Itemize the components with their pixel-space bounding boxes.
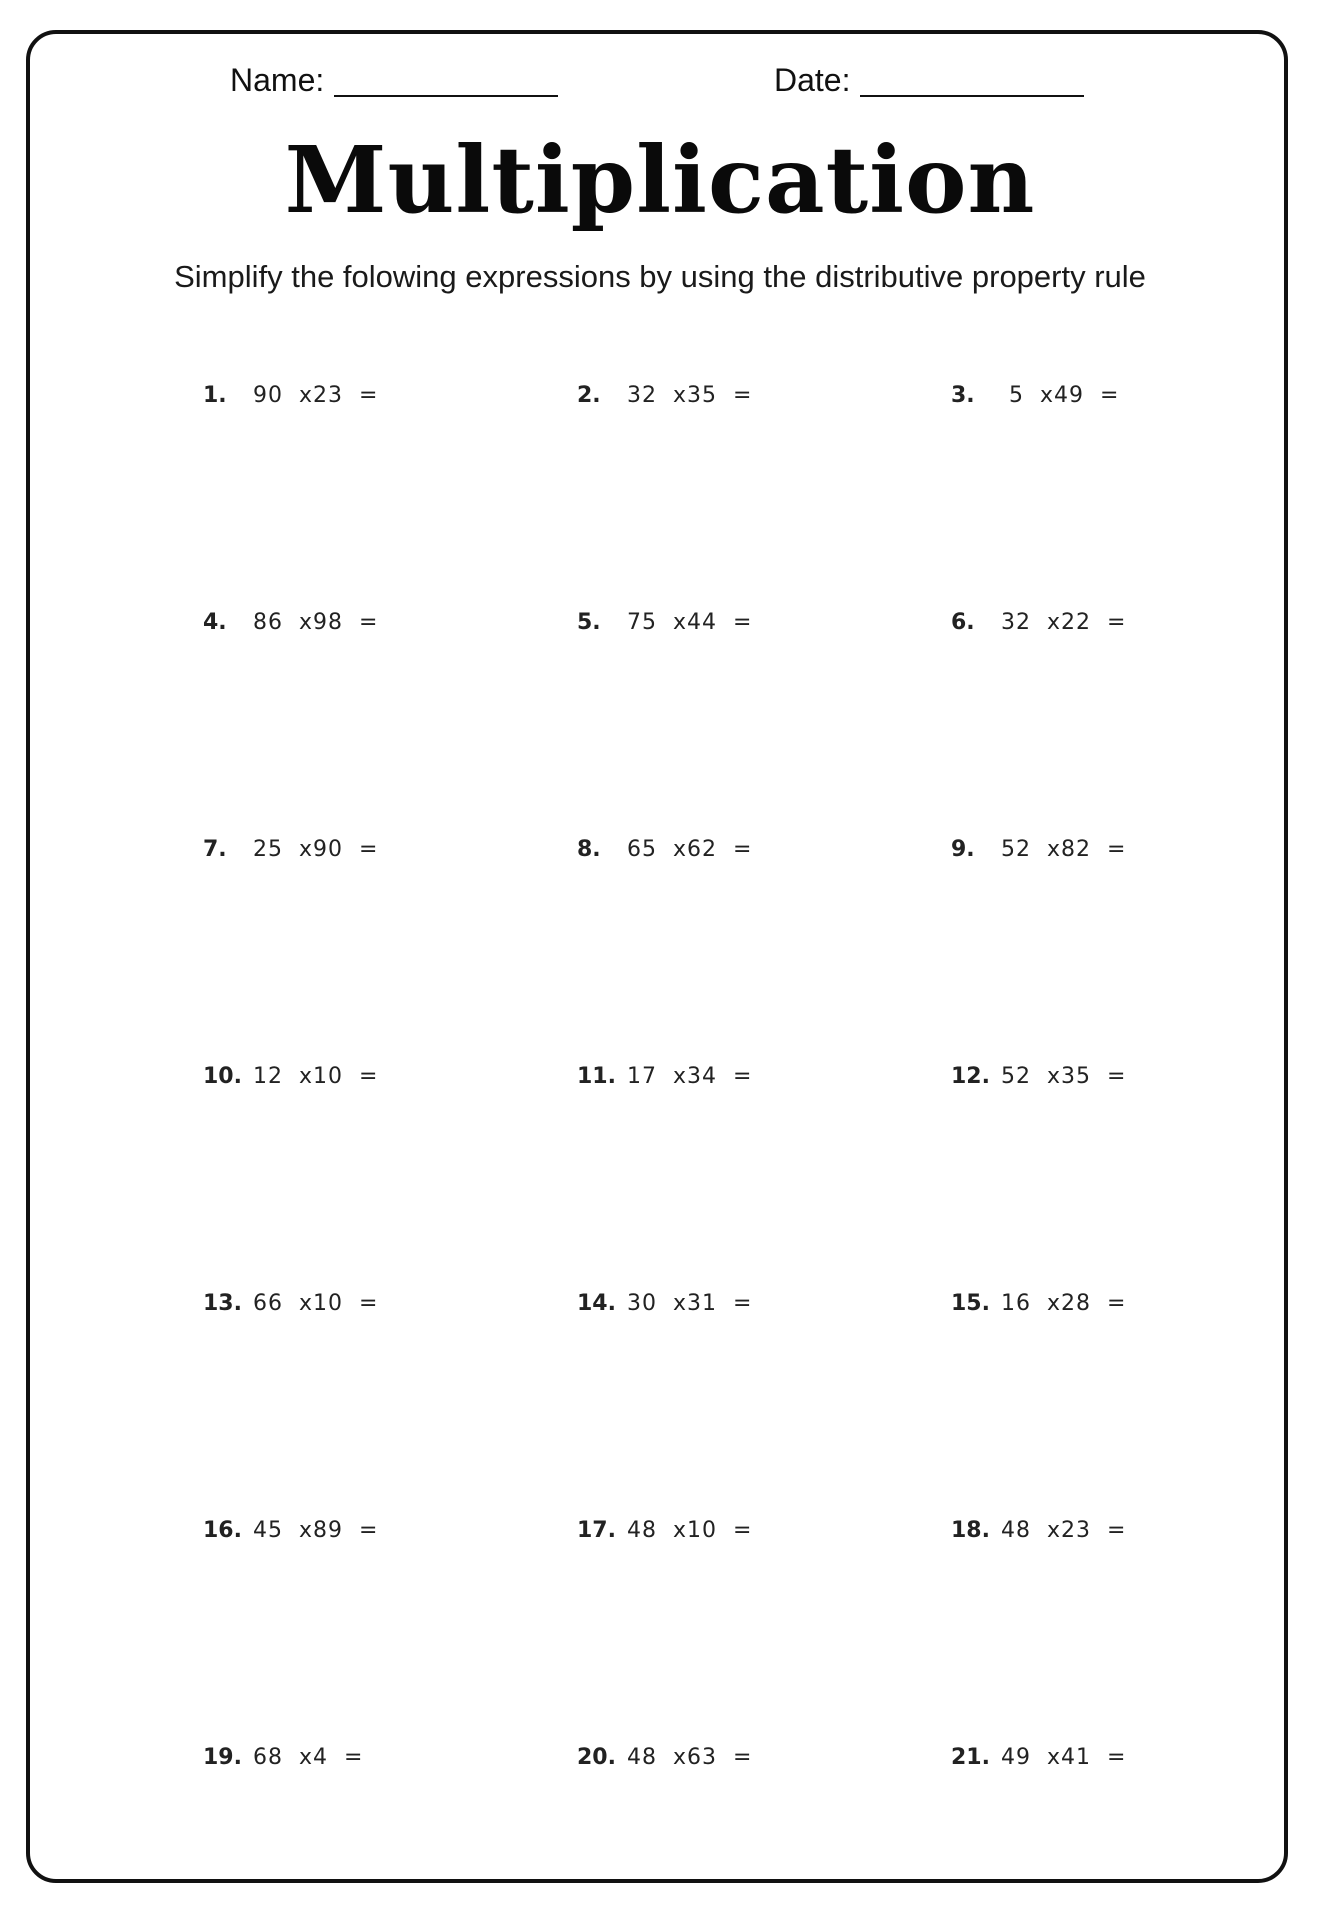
problem-item — [203, 1064, 378, 1089]
problem-item — [203, 610, 378, 635]
worksheet-instructions: Simplify the folowing expressions by using the distributive property rule — [174, 259, 1146, 294]
problem-item — [203, 383, 378, 408]
problem-expression: 66 x10 = — [253, 1291, 379, 1316]
problem-expression: 32 x22 = — [1001, 610, 1127, 635]
problem-expression: 30 x31 = — [627, 1291, 753, 1316]
problem-item — [577, 1291, 752, 1316]
problem-expression: 45 x89 = — [253, 1518, 379, 1543]
problem-expression: 68 x4 = — [253, 1745, 364, 1770]
problem-expression: 16 x28 = — [1001, 1291, 1127, 1316]
date-label: Date: — [774, 62, 851, 98]
problem-number: 19. — [203, 1745, 242, 1770]
problem-item — [577, 1745, 752, 1770]
problem-expression: 12 x10 = — [253, 1064, 379, 1089]
problem-number: 7. — [203, 837, 227, 862]
problem-item — [203, 837, 378, 862]
problem-number: 4. — [203, 610, 227, 635]
problem-number: 13. — [203, 1291, 242, 1316]
problem-expression: 90 x23 = — [253, 383, 379, 408]
problem-expression: 48 x63 = — [627, 1745, 753, 1770]
problem-number: 5. — [577, 610, 601, 635]
problem-number: 15. — [951, 1291, 990, 1316]
problem-number: 12. — [951, 1064, 990, 1089]
problem-item — [951, 837, 1126, 862]
problem-expression: 17 x34 = — [627, 1064, 753, 1089]
problem-expression: 86 x98 = — [253, 610, 379, 635]
problem-item — [577, 610, 752, 635]
problem-expression: 48 x10 = — [627, 1518, 753, 1543]
problem-item — [951, 383, 1119, 408]
problem-number: 10. — [203, 1064, 242, 1089]
problem-item — [577, 1064, 752, 1089]
problem-item — [951, 1291, 1126, 1316]
problem-number: 11. — [577, 1064, 616, 1089]
problem-number: 20. — [577, 1745, 616, 1770]
problem-number: 21. — [951, 1745, 990, 1770]
problem-expression: 5 x49 = — [1001, 383, 1120, 408]
problem-item — [203, 1745, 363, 1770]
problem-expression: 32 x35 = — [627, 383, 753, 408]
problem-number: 3. — [951, 383, 975, 408]
problem-expression: 52 x82 = — [1001, 837, 1127, 862]
name-label: Name: — [230, 62, 325, 98]
problem-item — [577, 383, 752, 408]
problem-expression: 48 x23 = — [1001, 1518, 1127, 1543]
problem-item — [951, 610, 1126, 635]
problem-item — [951, 1064, 1126, 1089]
problem-expression: 65 x62 = — [627, 837, 753, 862]
problem-item — [203, 1291, 378, 1316]
problem-number: 18. — [951, 1518, 990, 1543]
problem-expression: 49 x41 = — [1001, 1745, 1127, 1770]
problem-item — [577, 1518, 752, 1543]
problem-number: 16. — [203, 1518, 242, 1543]
problem-number: 2. — [577, 383, 601, 408]
problem-number: 14. — [577, 1291, 616, 1316]
problem-expression: 52 x35 = — [1001, 1064, 1127, 1089]
problem-number: 1. — [203, 383, 227, 408]
problem-number: 17. — [577, 1518, 616, 1543]
problem-item — [951, 1518, 1126, 1543]
problem-number: 8. — [577, 837, 601, 862]
problem-number: 9. — [951, 837, 975, 862]
problem-item — [203, 1518, 378, 1543]
problem-expression: 75 x44 = — [627, 610, 753, 635]
problem-item — [951, 1745, 1126, 1770]
problem-number: 6. — [951, 610, 975, 635]
problem-expression: 25 x90 = — [253, 837, 379, 862]
problem-item — [577, 837, 752, 862]
worksheet-title: Multiplication — [284, 126, 1036, 234]
